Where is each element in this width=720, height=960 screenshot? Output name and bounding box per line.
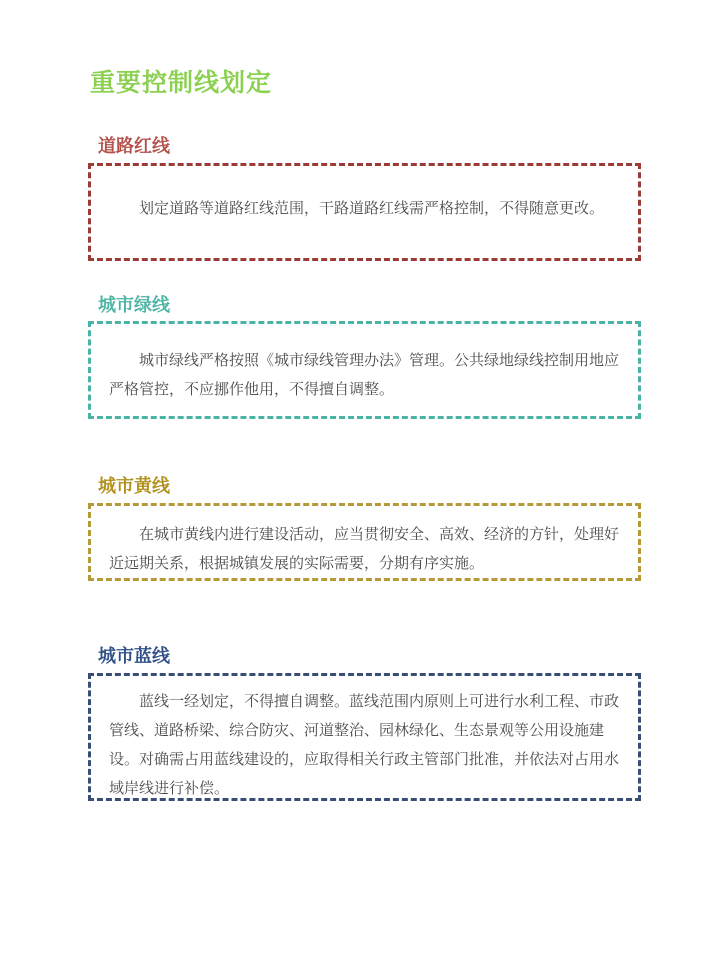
green-line-box [88,321,641,419]
yellow-line-text: 在城市黄线内进行建设活动，应当贯彻安全、高效、经济的方针，处理好近远期关系，根据城镇发展的实际需要，分期有序实施。 [109,525,620,572]
green-line-text: 城市绿线严格按照《城市绿线管理办法》管理。公共绿地绿线控制用地应严格管控，不应挪作他用，不得擅自调整。 [109,351,620,398]
section-title-road-red-line: 道路红线 [98,136,170,157]
yellow-line-box [88,503,641,581]
blue-line-box [88,673,641,801]
road-red-line-box [88,163,641,261]
section-title-blue-line: 城市蓝线 [98,646,170,667]
section-title-green-line: 城市绿线 [98,295,170,316]
page-title: 重要控制线划定 [90,68,273,97]
section-title-yellow-line: 城市黄线 [98,476,170,497]
blue-line-text: 蓝线一经划定，不得擅自调整。蓝线范围内原则上可进行水利工程、市政管线、道路桥梁、综合防灾、河道整治、园林绿化、生态景观等公用设施建设。对确需占用蓝线建设的，应取得相关行政主管部门批准，并依法对占用水域岸线进行补偿。 [109,692,620,797]
road-red-line-text: 划定道路等道路红线范围，干路道路红线需严格控制，不得随意更改。 [139,199,605,217]
